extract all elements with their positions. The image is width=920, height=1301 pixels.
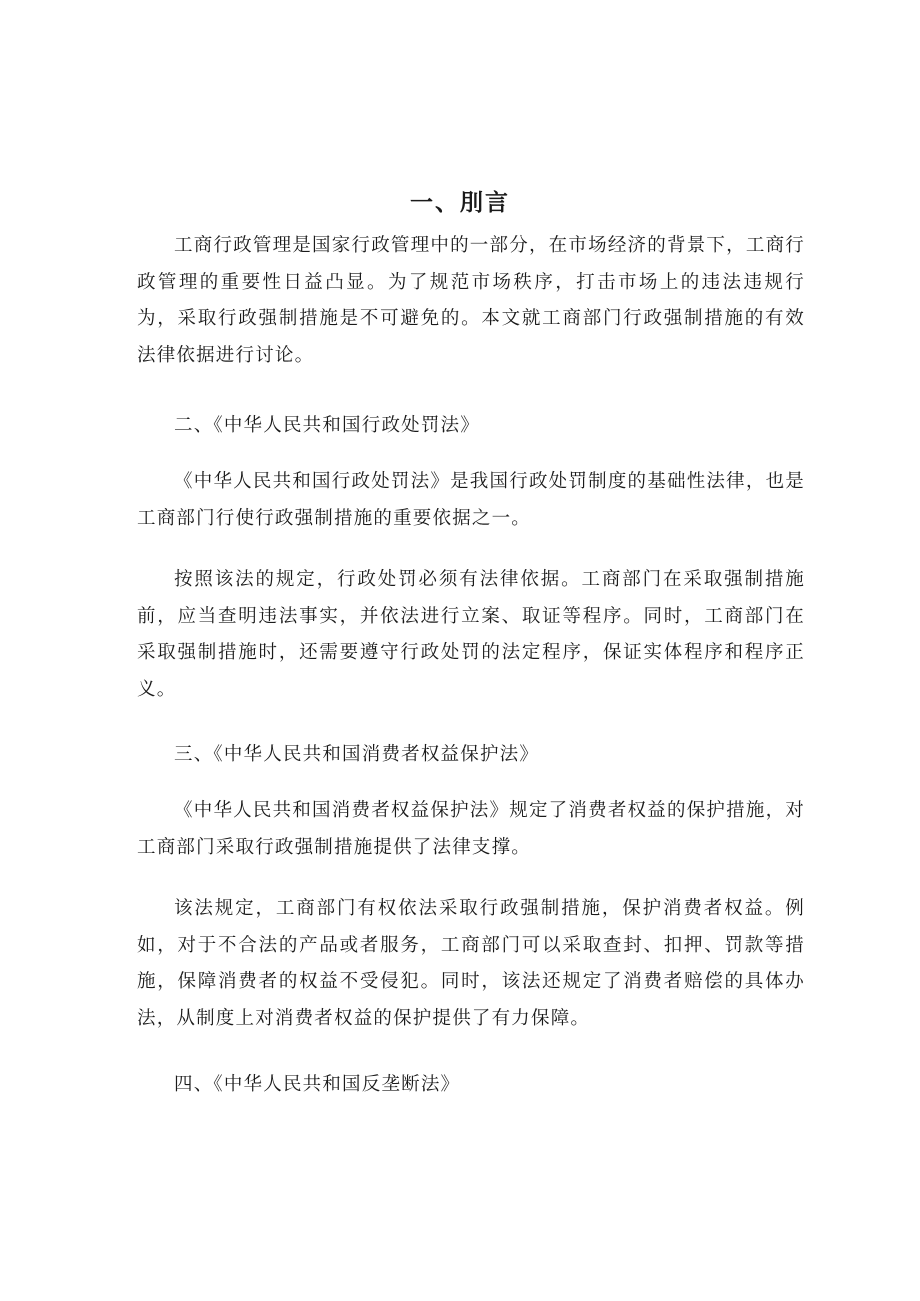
section-heading-administrative-penalty-law: 二、《中华人民共和国行政处罚法》 (174, 415, 480, 436)
paragraph-penalty-law-procedure: 按照该法的规定，行政处罚必须有法律依据。工商部门在采取强制措施前，应当查明违法事实，并依法进行立案、取证等程序。同时，工商部门在采取强制措施时，还需要遵守行政处罚的法定程序，保证实体程序和程序正义。 (137, 569, 805, 700)
intro-paragraph: 工商行政管理是国家行政管理中的一部分，在市场经济的背景下，工商行政管理的重要性日益凸显。为了规范市场秩序，打击市场上的违法违规行为，采取行政强制措施是不可避免的。本文就工商部门行政强制措施的有效法律依据进行讨论。 (137, 235, 805, 366)
section-heading-anti-monopoly-law: 四、《中华人民共和国反垄断法》 (174, 1074, 461, 1095)
paragraph-consumer-law-overview: 《中华人民共和国消费者权益保护法》规定了消费者权益的保护措施，对工商部门采取行政强制措施提供了法律支撑。 (137, 800, 805, 858)
paragraph-penalty-law-overview: 《中华人民共和国行政处罚法》是我国行政处罚制度的基础性法律，也是工商部门行使行政强制措施的重要依据之一。 (137, 471, 805, 529)
section-heading-consumer-protection-law: 三、《中华人民共和国消费者权益保护法》 (174, 744, 540, 765)
paragraph-consumer-law-measures: 该法规定，工商部门有权依法采取行政强制措施，保护消费者权益。例如，对于不合法的产品或者服务，工商部门可以采取查封、扣押、罚款等措施，保障消费者的权益不受侵犯。同时，该法还规定了消费者赔偿的具体办法，从制度上对消费者权益的保护提供了有力保障。 (137, 898, 805, 1029)
section-title-introduction: 一、刖言 (410, 190, 510, 216)
